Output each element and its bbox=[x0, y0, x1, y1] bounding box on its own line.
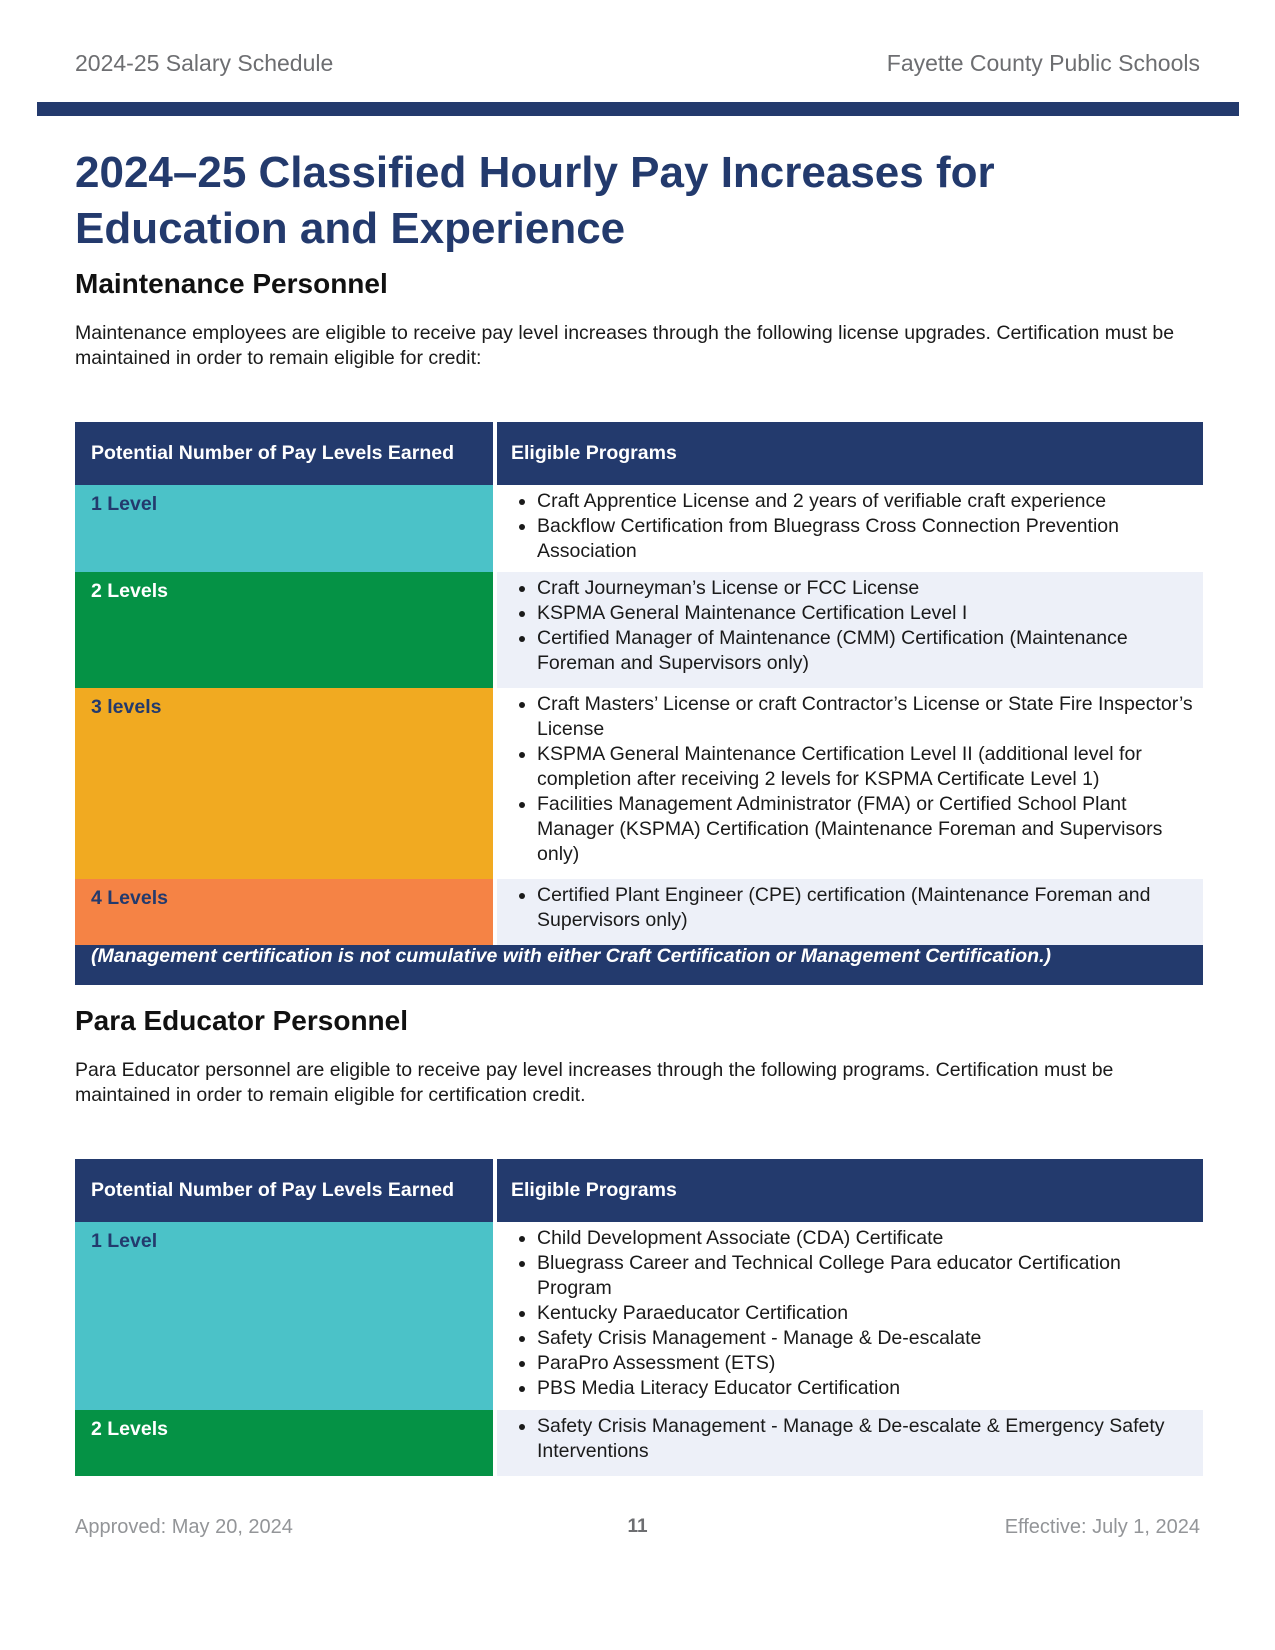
para-heading: Para Educator Personnel bbox=[75, 1005, 409, 1036]
footer-effective-date: Effective: July 1, 2024 bbox=[1004, 1516, 1200, 1538]
table-row bbox=[75, 688, 1203, 879]
list-item: Craft Apprentice License and 2 years of verifiable craft experience bbox=[537, 489, 1193, 514]
list-item: Certified Plant Engineer (CPE) certification (Maintenance Foreman and Supervisors only) bbox=[537, 883, 1193, 933]
programs-cell bbox=[495, 879, 1203, 945]
footer-approved-date: Approved: May 20, 2024 bbox=[75, 1516, 293, 1538]
list-item: KSPMA General Maintenance Certification Level I bbox=[537, 601, 1193, 626]
level-cell: 2 Levels bbox=[75, 1410, 495, 1476]
programs-cell bbox=[495, 1222, 1203, 1410]
list-item: Bluegrass Career and Technical College Para educator Certification Program bbox=[537, 1251, 1193, 1301]
table-note-row bbox=[75, 945, 1203, 985]
table-header-row bbox=[75, 1159, 1203, 1222]
table-row bbox=[75, 485, 1203, 572]
column-header-programs: Eligible Programs bbox=[495, 1159, 1203, 1222]
column-header-programs: Eligible Programs bbox=[495, 422, 1203, 485]
para-table bbox=[75, 1159, 1203, 1476]
table-row bbox=[75, 572, 1203, 688]
maintenance-table bbox=[75, 422, 1203, 985]
header-district-name: Fayette County Public Schools bbox=[886, 50, 1200, 76]
table-row bbox=[75, 879, 1203, 945]
list-item: PBS Media Literacy Educator Certification bbox=[537, 1376, 1193, 1401]
programs-cell bbox=[495, 485, 1203, 572]
list-item: Safety Crisis Management - Manage & De-escalate & Emergency Safety Interventions bbox=[537, 1414, 1193, 1464]
maintenance-heading: Maintenance Personnel bbox=[75, 268, 388, 299]
level-cell: 1 Level bbox=[75, 485, 495, 572]
table-row bbox=[75, 1222, 1203, 1410]
header-schedule-title: 2024-25 Salary Schedule bbox=[75, 50, 334, 76]
list-item: KSPMA General Maintenance Certification Level II (additional level for completion after receiving 2 levels for KSPMA Certificate Level 1) bbox=[537, 742, 1193, 792]
list-item: Craft Masters’ License or craft Contractor’s License or State Fire Inspector’s License bbox=[537, 693, 1193, 740]
list-item: Certified Manager of Maintenance (CMM) Certification (Maintenance Foreman and Supervisors only) bbox=[537, 626, 1193, 676]
list-item: Facilities Management Administrator (FMA) or Certified School Plant Manager (KSPMA) Certification (Maintenance Foreman and Supervisors only) bbox=[537, 792, 1193, 867]
list-item: ParaPro Assessment (ETS) bbox=[537, 1351, 1193, 1376]
level-cell: 4 Levels bbox=[75, 879, 495, 945]
page-number: 11 bbox=[627, 1516, 648, 1537]
column-header-levels: Potential Number of Pay Levels Earned bbox=[75, 422, 495, 485]
header-divider bbox=[37, 102, 1239, 116]
table-note: (Management certification is not cumulative with either Craft Certification or Management Certification.) bbox=[75, 945, 1203, 985]
column-header-levels: Potential Number of Pay Levels Earned bbox=[75, 1159, 495, 1222]
list-item: Backflow Certification from Bluegrass Cross Connection Prevention Association bbox=[537, 514, 1193, 564]
level-cell: 2 Levels bbox=[75, 572, 495, 688]
list-item: Kentucky Paraeducator Certification bbox=[537, 1301, 1193, 1326]
programs-cell bbox=[495, 1410, 1203, 1476]
table-header-row bbox=[75, 422, 1203, 485]
list-item: Craft Journeyman’s License or FCC License bbox=[537, 576, 1193, 601]
list-item: Child Development Associate (CDA) Certificate bbox=[537, 1226, 1193, 1251]
para-intro: Para Educator personnel are eligible to receive pay level increases through the following programs. Certification must be maintained in order to remain eligible for certification credit. bbox=[75, 1059, 1114, 1106]
level-cell: 1 Level bbox=[75, 1222, 495, 1410]
programs-cell bbox=[495, 688, 1203, 879]
list-item: Safety Crisis Management - Manage & De-escalate bbox=[537, 1326, 1193, 1351]
programs-cell bbox=[495, 572, 1203, 688]
table-row bbox=[75, 1410, 1203, 1476]
maintenance-intro: Maintenance employees are eligible to receive pay level increases through the following license upgrades. Certification must be maintained in order to remain eligible for credit: bbox=[75, 322, 1175, 369]
level-cell: 3 levels bbox=[75, 688, 495, 879]
page-title: 2024–25 Classified Hourly Pay Increases for Education and Experience bbox=[75, 148, 995, 253]
